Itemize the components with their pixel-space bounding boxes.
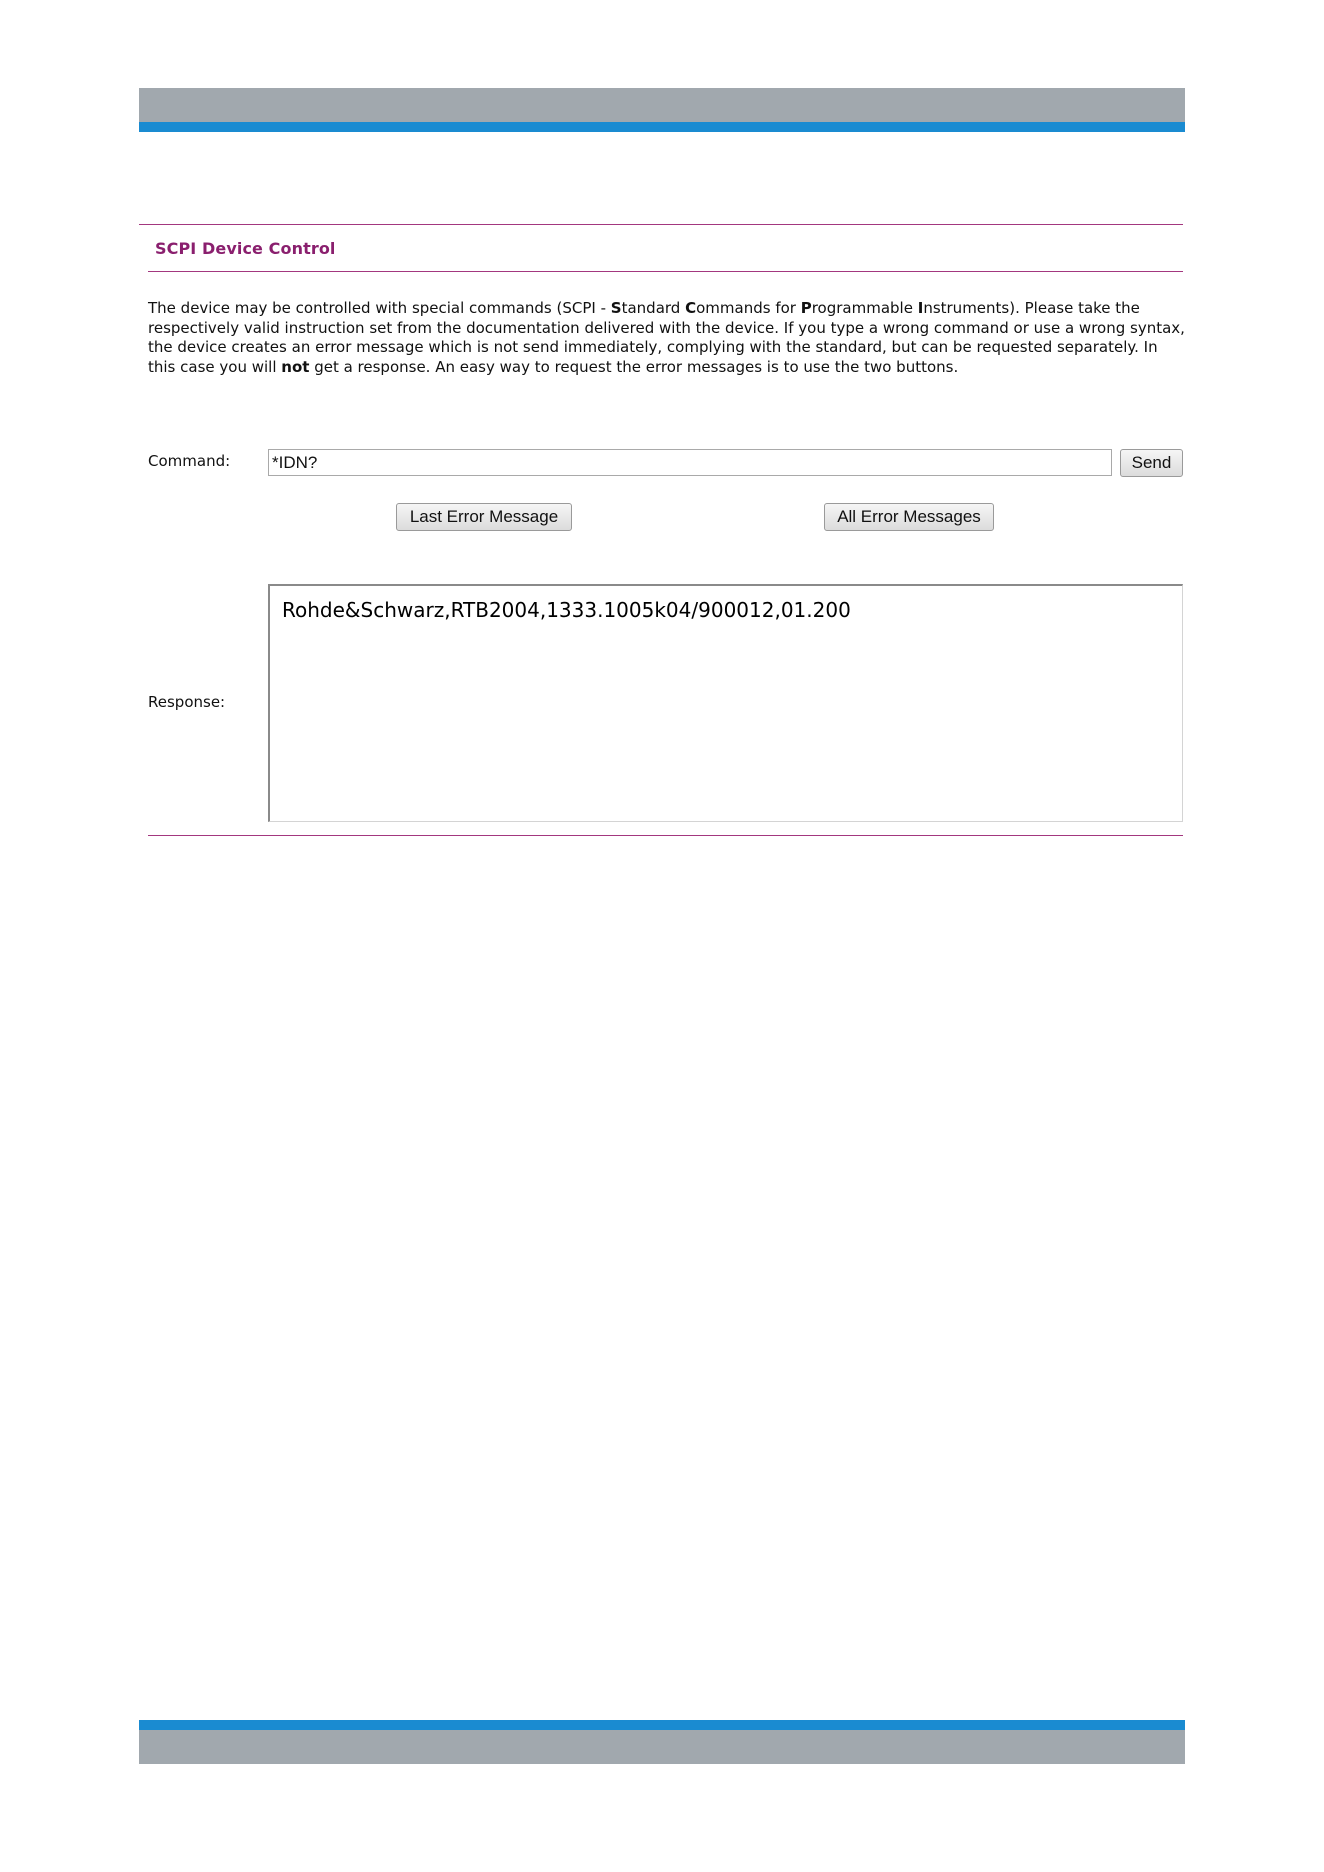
section-title: SCPI Device Control: [155, 239, 336, 258]
intro-text: ommands for: [696, 299, 801, 317]
header-accent-stripe: [139, 122, 1185, 132]
all-error-messages-button[interactable]: All Error Messages: [824, 503, 994, 531]
intro-text: get a response. An easy way to request the error messages is to use the two buttons.: [309, 357, 959, 376]
intro-bold-c: C: [685, 299, 697, 317]
response-label: Response:: [148, 693, 226, 711]
header-bar: [139, 88, 1185, 122]
intro-bold-s: S: [610, 299, 622, 317]
intro-bold-p: P: [800, 299, 812, 317]
intro-text: rogrammable: [811, 299, 918, 317]
command-label: Command:: [148, 452, 231, 470]
last-error-message-button[interactable]: Last Error Message: [396, 503, 572, 531]
section-bottom-divider: [148, 835, 1183, 836]
intro-text: tandard: [621, 299, 686, 317]
response-output[interactable]: [268, 584, 1183, 822]
command-input[interactable]: [268, 449, 1112, 476]
intro-text: The device may be controlled with special commands (SCPI -: [148, 299, 611, 317]
intro-paragraph: [148, 299, 1188, 377]
intro-bold-not: not: [281, 357, 310, 376]
footer-bar: [139, 1730, 1185, 1764]
intro-text: nstruments). Please take the respectively valid instruction set from the documentation delivered with the device. If you type a wrong command or use a wrong syntax, the device creates an error message which is not send immediately, complying with the standard, but can be requested separately. In this case you will: [148, 299, 1185, 376]
intro-bold-i: I: [917, 299, 924, 317]
section-title-divider: [148, 271, 1183, 272]
footer-accent-stripe: [139, 1720, 1185, 1730]
send-button[interactable]: Send: [1120, 449, 1183, 477]
section-top-divider: [139, 224, 1183, 225]
